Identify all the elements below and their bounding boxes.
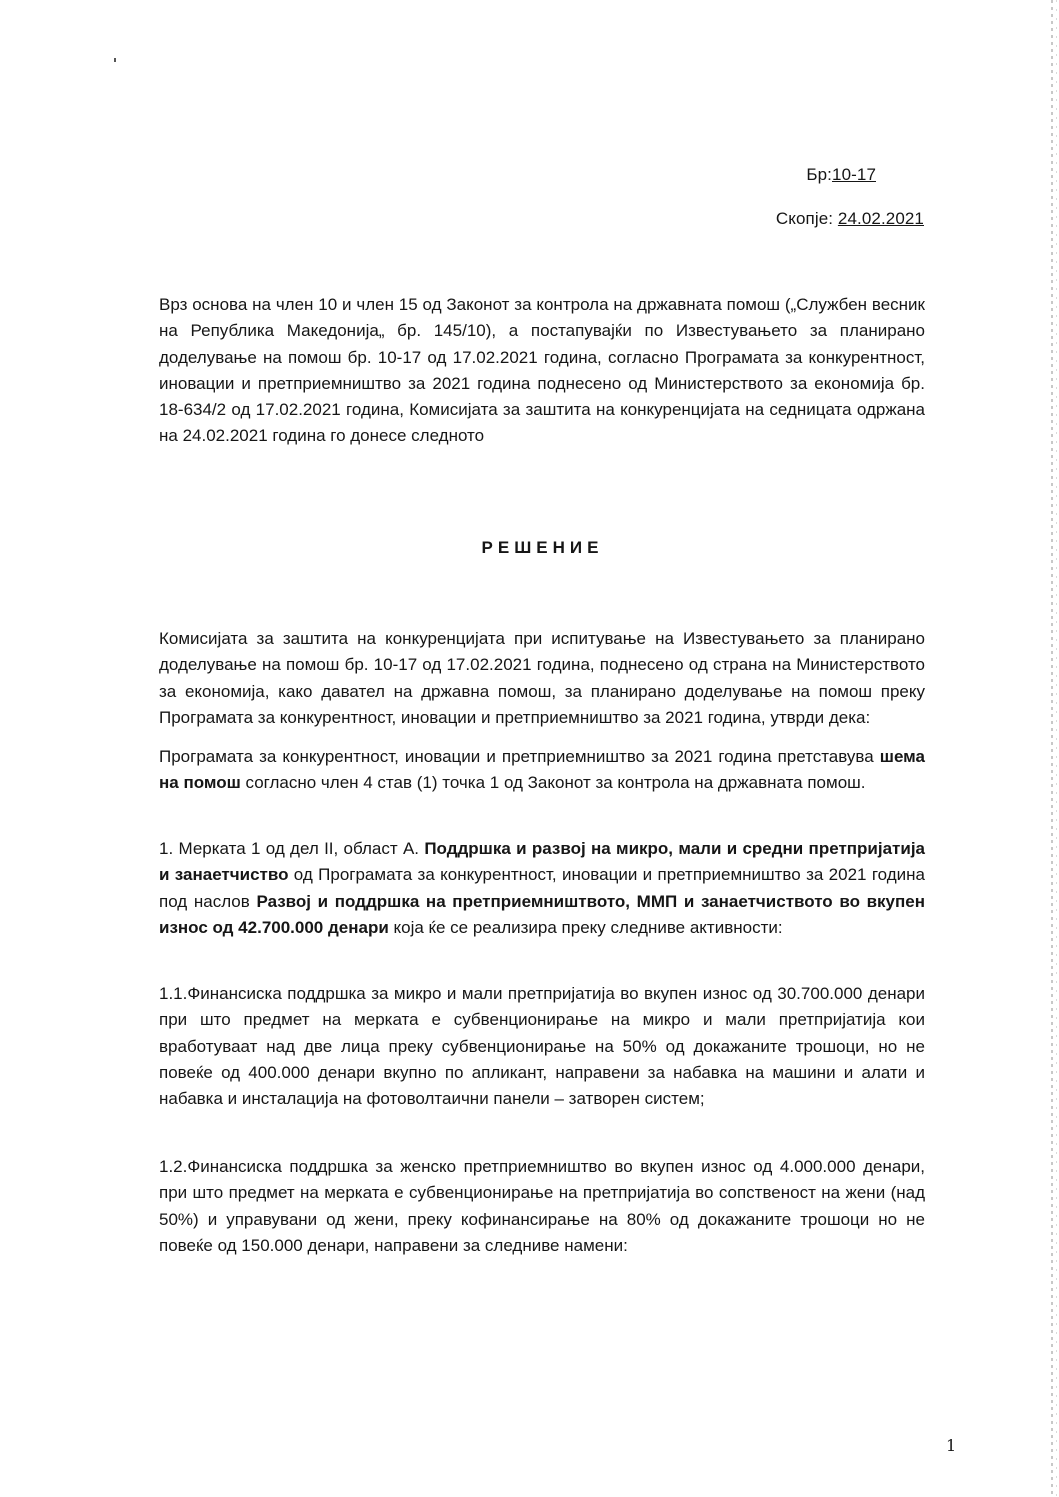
reference-number xyxy=(806,165,876,185)
measure-1-text-part: која ќе се реализира преку следниве активности: xyxy=(388,917,783,937)
document-date xyxy=(776,209,924,229)
scan-speck xyxy=(114,58,116,62)
paragraph-findings xyxy=(159,626,925,731)
scan-edge-artifact xyxy=(1051,0,1053,1497)
intro-text: Врз основа на член 10 и член 15 од Законот за контрола на државната помош („Службен весник на Република Македонија„ бр. 145/10), а постапувајќи по Известувањето за планирано доделување на помош бр. 10-17 од 17.02.2021 година, согласно Програмата за конкурентност, иновации и претприемништво за 2021 година поднесено од Министерството за економија бр. 18-634/2 од 17.02.2021 година, Комисијата за заштита на конкуренцијата на седницата одржана на 24.02.2021 година го донесе следното xyxy=(159,295,925,446)
scan-edge-artifact-secondary xyxy=(1056,0,1057,1497)
date-value: 24.02.2021 xyxy=(837,209,924,228)
reference-label: Бр: xyxy=(806,165,833,184)
paragraph-measure-1 xyxy=(159,836,925,941)
aid-scheme-bold: шема на помош xyxy=(159,747,925,793)
measure-1-text-part: 1. Мерката 1 од дел II, област А. xyxy=(159,839,425,858)
paragraph-activity-1-2 xyxy=(159,1154,925,1259)
decision-title: РЕШЕНИЕ xyxy=(481,538,604,557)
measure-1-bold: Развој и поддршка на претприемништвото, ММП и занаетчиството во вкупен износ од 42.700.000 денари xyxy=(159,891,926,937)
aid-scheme-text-part: Програмата за конкурентност, иновации и претприемништво за 2021 година претставува xyxy=(159,747,880,766)
city-label: Скопје: xyxy=(775,209,838,228)
aid-scheme-text-part: согласно член 4 став (1) точка 1 од Законот за контрола на државната помош. xyxy=(240,773,866,793)
findings-text: Комисијата за заштита на конкуренцијата при испитување на Известувањето за планирано доделување на помош бр. 10-17 од 17.02.2021 година, поднесено од страна на Министерството за економија, како давател на државна помош, за планирано доделување на помош преку Програмата за конкурентност, иновации и претприемништво за 2021 година, утврди дека: xyxy=(159,629,925,727)
intro-paragraph xyxy=(159,292,925,450)
aid-scheme-text xyxy=(159,744,925,797)
measure-1-text xyxy=(159,836,925,941)
paragraph-activity-1-1 xyxy=(159,981,925,1112)
measure-1-bold: Поддршка и развој на микро, мали и средни претпријатија и занаетчиство xyxy=(159,839,925,885)
page-number: 1 xyxy=(946,1436,957,1455)
paragraph-aid-scheme xyxy=(159,744,925,797)
activity-1-2-text: 1.2.Финансиска поддршка за женско претприемништво во вкупен износ од 4.000.000 денари, при што предмет на мерката е субвенционирање на претпријатија во сопственост на жени (над 50%) и управувани од жени, преку кофинансирање на 80% од докажаните трошоци но не повеќе од 150.000 денари, направени за следниве намени: xyxy=(159,1157,925,1255)
measure-1-text-part: од Програмата за конкурентност, иновации и претприемништво за 2021 година под наслов xyxy=(159,865,925,911)
reference-value: 10-17 xyxy=(832,165,876,184)
activity-1-1-text: 1.1.Финансиска поддршка за микро и мали претпријатија во вкупен износ од 30.700.000 денари при што предмет на мерката е субвенционирање на микро и мали претпријатија кои вработуваат над две лица преку субвенционирање на 50% од докажаните трошоци, но не повеќе од 400.000 денари вкупно по апликант, направени за набавка на машини и алати и набавка и инсталација на фотоволтаични панели – затворен систем; xyxy=(159,984,925,1109)
